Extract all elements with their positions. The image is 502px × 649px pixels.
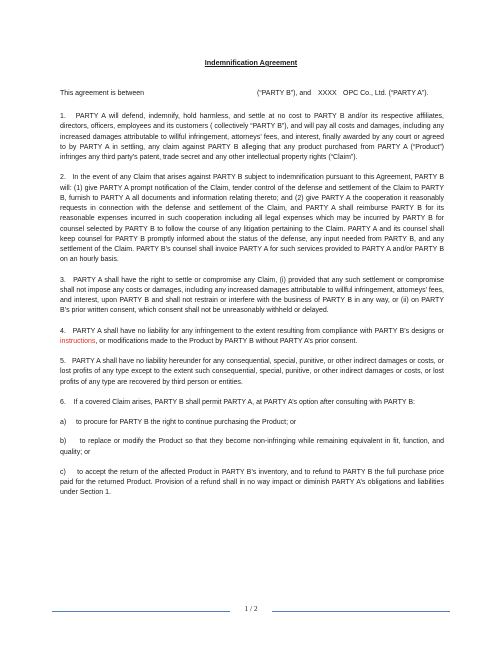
clause-6b: b) to replace or modify the Product so that they become non-infringing while remaining equivalent in fit, function, and quality; or (60, 438, 444, 456)
intro-lead: This agreement is between (60, 90, 145, 97)
clause-4-text-start: 4. PARTY A shall have no liability for any infringement to the extent resulting from compliance with PARTY B’s designs or (60, 327, 444, 335)
clause-4 (60, 327, 444, 348)
clause-1: 1. PARTY A will defend, indemnify, hold harmless, and settle at no cost to PARTY B and/or its respective affiliates, directors, officers, employees and its customers ( collectively “PARTY B”), and will pay all costs and damages, including any increased damages attributable to willful infringement, attorneys’ fees, and interest, finally awarded by any court or agreed to by PARTY A in settling, any claim against PARTY B alleging that any product purchased from PARTY A (“Product”) infringes any third party’s patent, trade secret and any other intellectual property rights (“Claim”). (60, 113, 444, 161)
footer-rule-right (272, 611, 450, 612)
clauses-body (60, 112, 444, 509)
clause-6c: c) to accept the return of the affected Product in PARTY B’s inventory, and to refund to PARTY B the full purchase price paid for the returned Product. Provision of a refund shall in no way impact or diminish PARTY A’s obligations and liabilities under Section 1. (60, 468, 444, 497)
page-footer (0, 603, 502, 619)
clause-4-highlight: instructions (60, 337, 96, 345)
intro-placeholder: XXXX (318, 90, 337, 97)
document-title: Indemnification Agreement (204, 58, 298, 67)
clause-6a: a) to procure for PARTY B the right to continue purchasing the Product; or (60, 419, 297, 426)
clause-3: 3. PARTY A shall have the right to settle or compromise any Claim, (i) provided that any such settlement or compromise shall not impose any costs or damages, including any increased damages attributable to willful infringement, attorneys’ fees, and interest, upon PARTY B and shall not restrain or interfere with the business of PARTY B in any way, or (ii) on PARTY B’s prior written consent, which consent shall not be unreasonably withheld or delayed. (60, 276, 444, 315)
clause-4-text-end: , or modifications made to the Product by PARTY B without PARTY A’s prior consent. (95, 337, 358, 345)
clause-6: 6. If a covered Claim arises, PARTY B shall permit PARTY A, at PARTY A’s option after consulting with PARTY B: (60, 398, 415, 406)
page-number: 1 / 2 (244, 604, 258, 613)
clause-5: 5. PARTY A shall have no liability hereunder for any consequential, special, punitive, or other indirect damages or costs, or lost profits of any type except to the extent such consequential, special, punitive, or other indirect damages or costs, or lost profits of any type are recovered by third person or entities. (60, 358, 444, 386)
intro-party-b: (“PARTY B”), and (257, 90, 312, 97)
intro-line (60, 90, 444, 100)
intro-party-a: OPC Co., Ltd. (“PARTY A”). (343, 90, 429, 97)
footer-rule-left (52, 611, 230, 612)
clause-2: 2. In the event of any Claim that arises against PARTY B subject to indemnification pursuant to this Agreement, PARTY B will: (1) give PARTY A prompt notification of the Claim, tender control of the defense and settlement of the Claim to PARTY B, furnish to PARTY A all documents and information relating thereto; and (2) give PARTY A the cooperation it reasonably requests in connection with the defense and settlement of the Claim, and PARTY A shall reimburse PARTY B for its reasonable expenses incurred in such cooperation including all legal expenses which may be incurred by PARTY B for counsel selected by PARTY B to follow the course of any litigation pertaining to the Claim. PARTY A and its counsel shall keep counsel for PARTY B promptly informed about the status of the defense, any input needed from PARTY B, and any settlement of the Claim. PARTY B’s counsel shall invoice PARTY A for such services provided to PARTY A and/or PARTY B on an hourly basis. (60, 174, 444, 264)
